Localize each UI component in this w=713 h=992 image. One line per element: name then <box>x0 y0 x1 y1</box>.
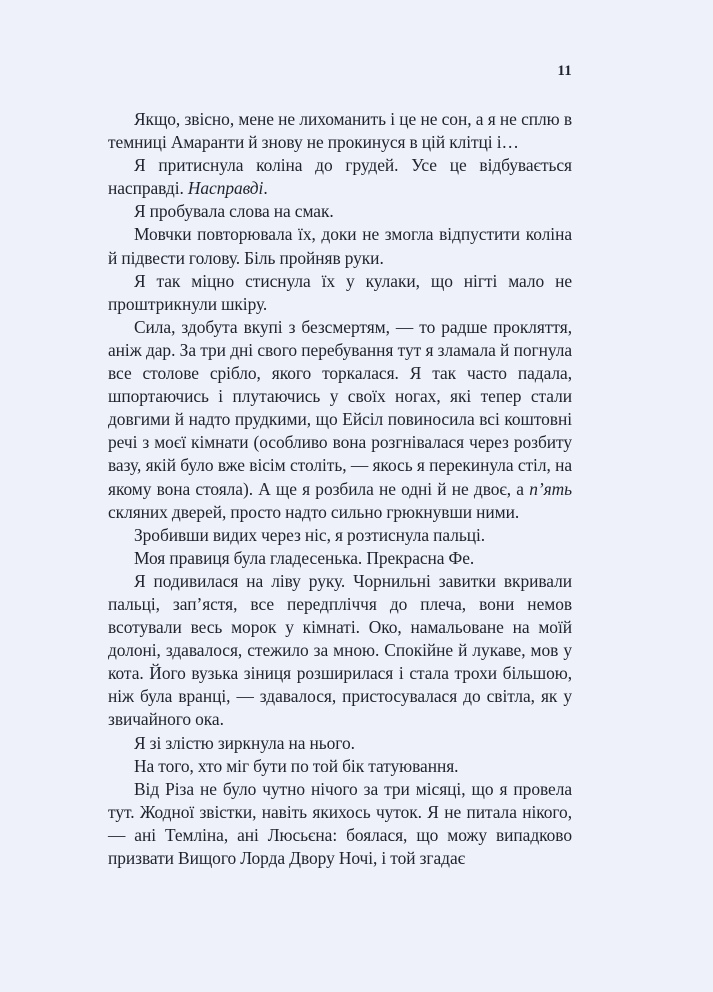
paragraph-text-tail: скляних дверей, просто надто сильно грюкнувши ними. <box>108 501 520 522</box>
paragraph: Я так міцно стиснула їх у кулаки, що нігті мало не проштрикнули шкіру. <box>108 270 572 314</box>
paragraph: Від Різа не було чутно нічого за три місяці, що я провела тут. Жодної звістки, навіть якихось чуток. Я не питала нікого, — ані Темліна, ані Люсьєна: боялася, що можу випадково призвати Вищого Лорда Двору Ночі, і той згадає <box>108 778 572 868</box>
body-text-block <box>108 108 572 870</box>
paragraph: Мовчки повторювала їх, доки не змогла відпустити коліна й підвести голову. Біль пройняв руки. <box>108 224 572 268</box>
page-number: 11 <box>557 63 572 79</box>
paragraph <box>108 316 572 524</box>
paragraph-text-lead: Я притиснула коліна до грудей. Усе це відбувається насправді. <box>108 155 572 199</box>
folio-row <box>108 62 572 80</box>
paragraph-text-lead: Сила, здобута вкупі з безсмертям, — то радше прокляття, аніж дар. За три дні свого перебування тут я зламала й погнула все столове срібло, якого торкалася. Я так часто падала, шпортаючись і плутаючись у своїх ногах, які тепер стали довгими й надто прудкими, що Ейсіл повиносила всі коштовні речі з моєї кімнати (особливо вона розгнівалася через розбиту вазу, якій було вже вісім століть, — якось я перекинула стіл, на якому вона стояла). А ще я розбила не одні й не двоє, а <box>108 316 572 499</box>
paragraph: Я подивилася на ліву руку. Чорнильні завитки вкривали пальці, зап’ястя, все передпліччя до плеча, вони немов всотували весь морок у кімнаті. Око, намальоване на моїй долоні, здавалося, стежило за мною. Спокійне й лукаве, мов у кота. Його вузька зіниця розширилася і стала трохи більшою, ніж була вранці, — здавалося, пристосувалася до світла, як у звичайного ока. <box>108 570 572 730</box>
paragraph: Моя правиця була гладесенька. Прекрасна Фе. <box>134 547 475 568</box>
paragraph: На того, хто міг бути по той бік татуювання. <box>134 755 459 776</box>
paragraph: Я зі злістю зиркнула на нього. <box>134 732 355 753</box>
paragraph: Якщо, звісно, мене не лихоманить і це не сон, а я не сплю в темниці Амаранти й знову не прокинуся в цій клітці і… <box>108 109 572 153</box>
emphasis-word: Насправді <box>187 178 264 199</box>
paragraph: Зробивши видих через ніс, я розтиснула пальці. <box>134 524 486 545</box>
paragraph-text-tail: . <box>263 178 268 199</box>
paragraph <box>108 154 572 200</box>
emphasis-word: п’ять <box>529 478 572 499</box>
paragraph: Я пробувала слова на смак. <box>134 201 334 222</box>
